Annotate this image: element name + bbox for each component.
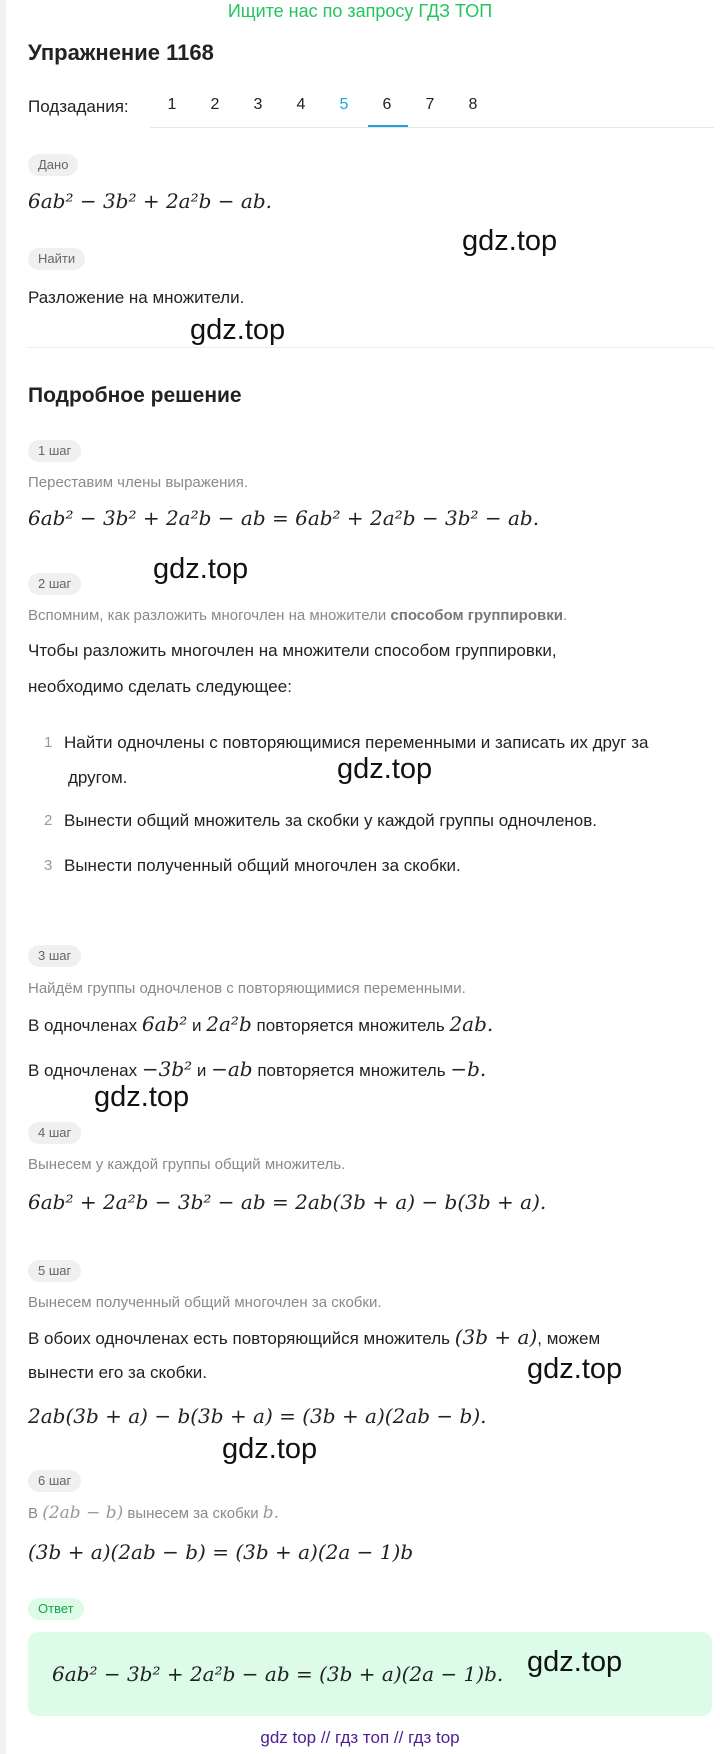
page-title: Упражнение 1168 [28,40,214,65]
step-6-expression: (3b + a)(2ab − b) = (3b + a)(2a − 1)b [28,1540,414,1564]
list-item-1-continuation: другом. [68,768,128,787]
text: , можем [537,1329,601,1348]
footer-separator: // [393,1728,404,1747]
math: 6ab² [141,1012,188,1036]
math: −b. [450,1057,487,1081]
list-item-1-text: Найти одночлены с повторяющимися переменными и записать их друг за [64,733,649,752]
watermark: gdz.top [153,553,249,585]
step-5-expression: 2ab(3b + a) − b(3b + a) = (3b + a)(2ab − b). [28,1404,487,1428]
tab-4[interactable]: 4 [296,96,306,113]
step-5-badge: 5 шаг [28,1260,81,1282]
text: В одночленах [28,1061,138,1080]
subtask-tabs [150,94,714,128]
tab-8[interactable]: 8 [468,96,478,113]
footer-separator: // [320,1728,331,1747]
footer-links [0,1728,720,1748]
watermark: gdz.top [94,1081,190,1113]
tab-2[interactable]: 2 [210,96,220,113]
step-4-badge: 4 шаг [28,1122,81,1144]
step-6-desc [28,1503,279,1523]
step-5-desc: Вынесем полученный общий многочлен за скобки. [28,1294,382,1311]
text: и [196,1061,207,1080]
footer-link[interactable]: гдз топ [335,1728,390,1747]
step-3-line-2 [28,1058,486,1082]
math: 2ab. [449,1012,494,1036]
watermark: gdz.top [190,314,286,346]
find-badge: Найти [28,248,85,270]
step-3-desc: Найдём группы одночленов с повторяющимися переменными. [28,980,466,997]
math: b. [262,1503,280,1523]
tab-6[interactable]: 6 [382,96,392,113]
tab-7[interactable]: 7 [425,96,435,113]
step-2-text-line-1: Чтобы разложить многочлен на множители способом группировки, [28,641,557,660]
answer-expression: 6ab² − 3b² + 2a²b − ab = (3b + a)(2a − 1)b. [52,1662,504,1686]
given-expression: 6ab² − 3b² + 2a²b − ab. [28,189,272,213]
divider [28,347,714,348]
watermark: gdz.top [222,1433,318,1465]
given-badge: Дано [28,154,78,176]
active-tab-indicator [368,125,408,127]
list-item-3-text: Вынести полученный общий многочлен за скобки. [64,856,461,875]
step-2-desc [28,607,567,624]
left-edge [0,0,6,1754]
text: повторяется множитель [256,1016,445,1035]
step-3-line-1 [28,1013,493,1037]
step-6-badge: 6 шаг [28,1470,81,1492]
step-2-desc-prefix: Вспомним, как разложить многочлен на множители [28,607,391,624]
solution-title: Подробное решение [28,384,242,407]
answer-badge: Ответ [28,1598,84,1620]
math: 2a²b [206,1012,252,1036]
watermark: gdz.top [527,1353,623,1385]
text: В [28,1505,39,1522]
step-1-badge: 1 шаг [28,440,81,462]
step-5-text-line-2: вынести его за скобки. [28,1363,208,1382]
list-item-number: 2 [44,812,53,829]
step-1-desc: Переставим члены выражения. [28,474,249,491]
subtasks-nav [28,94,714,128]
list-item-number: 1 [44,734,53,751]
tab-5[interactable]: 5 [339,96,349,113]
list-item-number: 3 [44,857,53,874]
find-text: Разложение на множители. [28,288,245,307]
step-5-text-line-1 [28,1326,600,1350]
math: (2ab − b) [42,1503,124,1523]
step-2-desc-bold: способом группировки [390,607,563,624]
watermark: gdz.top [337,753,433,785]
step-4-expression: 6ab² + 2a²b − 3b² − ab = 2ab(3b + a) − b(3b + a). [28,1190,547,1214]
list-item-2-text: Вынести общий множитель за скобки у каждой группы одночленов. [64,811,598,830]
math: −3b² [141,1057,193,1081]
step-2-desc-suffix: . [562,607,568,624]
step-2-text-line-2: необходимо сделать следующее: [28,677,292,696]
text: и [192,1016,202,1035]
search-banner[interactable]: Ищите нас по запросу ГДЗ ТОП [227,1,493,21]
watermark: gdz.top [527,1646,623,1678]
text: В обоих одночленах есть повторяющийся множитель [28,1329,450,1348]
text: повторяется множитель [257,1061,446,1080]
footer-link[interactable]: gdz top [260,1728,317,1747]
text: В одночленах [28,1016,138,1035]
step-3-badge: 3 шаг [28,945,81,967]
tab-3[interactable]: 3 [253,96,263,113]
watermark: gdz.top [462,225,558,257]
subtasks-label: Подзадания: [28,97,129,116]
math: (3b + a) [454,1325,538,1349]
footer-link[interactable]: гдз top [408,1728,460,1747]
step-4-desc: Вынесем у каждой группы общий множитель. [28,1156,346,1173]
step-2-badge: 2 шаг [28,573,81,595]
text: вынесем за скобки [127,1505,259,1522]
tab-1[interactable]: 1 [167,96,177,113]
step-1-expression: 6ab² − 3b² + 2a²b − ab = 6ab² + 2a²b − 3b² − ab. [28,506,540,530]
math: −ab [211,1057,253,1081]
